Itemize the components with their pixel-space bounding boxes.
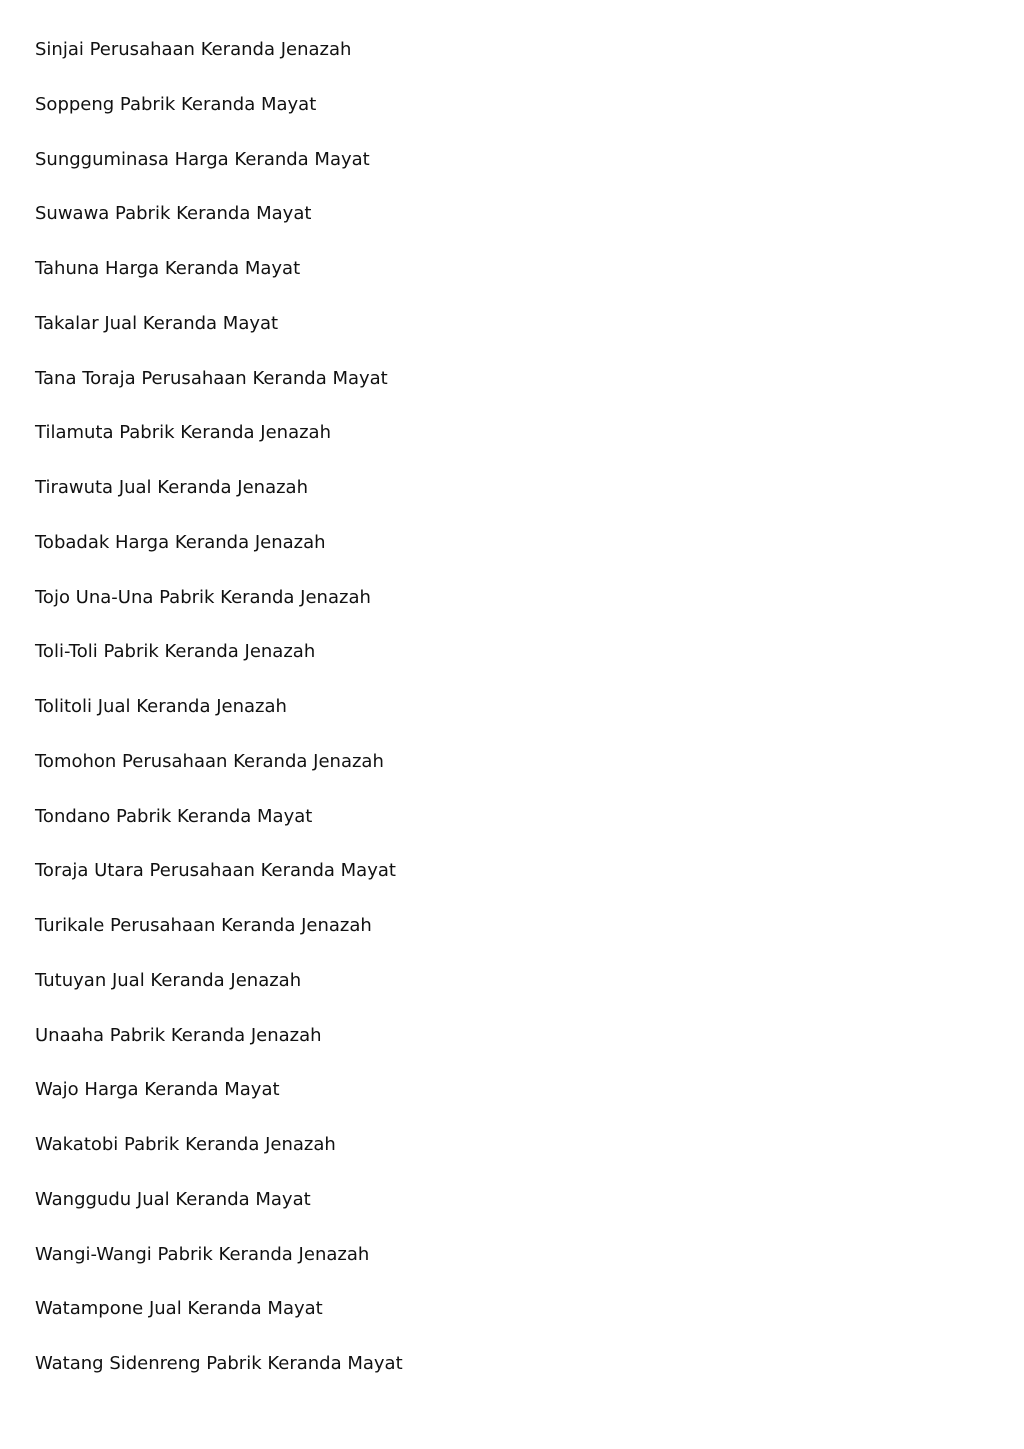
list-item: Watang Sidenreng Pabrik Keranda Mayat [35, 1353, 403, 1374]
list-item: Tomohon Perusahaan Keranda Jenazah [35, 750, 384, 772]
list-item: Unaaha Pabrik Keranda Jenazah [35, 1024, 322, 1046]
list-item: Wanggudu Jual Keranda Mayat [35, 1188, 311, 1210]
list-item: Watampone Jual Keranda Mayat [35, 1298, 323, 1320]
list-item: Tojo Una-Una Pabrik Keranda Jenazah [35, 586, 371, 608]
list-item: Toraja Utara Perusahaan Keranda Mayat [35, 860, 396, 882]
list-item: Tobadak Harga Keranda Jenazah [35, 531, 326, 553]
list-item: Tahuna Harga Keranda Mayat [35, 258, 301, 279]
list-item: Wangi-Wangi Pabrik Keranda Jenazah [35, 1243, 370, 1265]
list-item: Suwawa Pabrik Keranda Mayat [35, 203, 312, 225]
list-item: Sinjai Perusahaan Keranda Jenazah [35, 39, 352, 60]
list-item: Takalar Jual Keranda Mayat [35, 312, 279, 334]
list-item: Wajo Harga Keranda Mayat [35, 1079, 280, 1101]
location-list [35, 36, 403, 1405]
list-item: Wakatobi Pabrik Keranda Jenazah [35, 1134, 336, 1155]
list-item: Tondano Pabrik Keranda Mayat [35, 805, 313, 827]
list-item: Tolitoli Jual Keranda Jenazah [35, 696, 287, 717]
list-item: Toli-Toli Pabrik Keranda Jenazah [35, 641, 316, 663]
list-item: Tutuyan Jual Keranda Jenazah [35, 969, 302, 991]
list-item: Tana Toraja Perusahaan Keranda Mayat [35, 367, 388, 389]
list-item: Turikale Perusahaan Keranda Jenazah [35, 915, 372, 936]
list-item: Tirawuta Jual Keranda Jenazah [35, 477, 308, 498]
list-item: Tilamuta Pabrik Keranda Jenazah [35, 422, 331, 444]
list-item: Sungguminasa Harga Keranda Mayat [35, 148, 370, 170]
list-item: Soppeng Pabrik Keranda Mayat [35, 93, 317, 115]
